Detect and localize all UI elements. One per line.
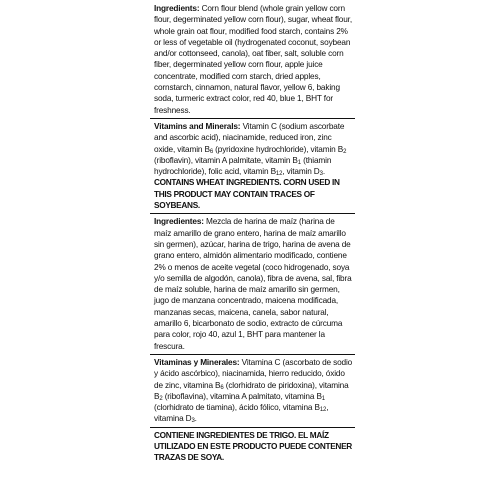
vitamins-text-es: (riboflavina), vitamina A palmitato, vitamina B <box>162 391 322 401</box>
vitamins-text-en: (riboflavin), vitamin A palmitate, vitamin B <box>154 155 298 165</box>
section-divider <box>150 354 355 355</box>
ingredients-label-en: Ingredients: <box>154 4 200 13</box>
vitamin-subscript: 3 <box>191 418 195 425</box>
ingredients-label-es: Ingredientes: <box>154 217 204 227</box>
ingredients-text-en: Corn flour blend (whole grain yellow corn flour, degerminated yellow corn flour), sugar, wheat flour, whole grain oat flour, modified food starch, contains 2% or less of vegetable oil (hydrogenated coconut, soybean and/or cottonseed, canola), oat fiber, salt, soluble corn fiber, degerminated yellow corn flour, apple juice concentrate, modified corn starch, dried apples, cornstarch, cinnamon, natural flavor, yellow 6, baking soda, turmeric extract color, red 40, blue 1, BHT for freshness. <box>154 4 352 115</box>
vitamins-text-en: (thiamin hydrochloride), folic acid, vitamin B <box>154 155 332 177</box>
vitamin-subscript: 1 <box>297 159 301 166</box>
vitamins-label-es: Vitaminas y Minerales: <box>154 357 240 367</box>
vitamins-text-es: (clorhidrato de piridoxina), vitamina B <box>154 380 349 401</box>
vitamin-subscript: 12 <box>275 171 283 178</box>
vitamins-text-en: Vitamin C (sodium ascorbate and ascorbic acid), niacinamide, reduced iron, zinc oxide, vitamin B <box>154 121 345 154</box>
ingredients-panel <box>150 0 355 500</box>
vitamin-subscript: 3 <box>319 171 323 178</box>
allergen-statement-es: CONTIENE INGREDIENTES DE TRIGO. EL MAÍZ UTILIZADO EN ESTE PRODUCTO PUEDE CONTENER TRAZAS DE SOYA. <box>154 430 352 463</box>
section-divider <box>150 427 355 428</box>
vitamins-text-es: (clorhidrato de tiamina), ácido fólico, vitamina B <box>154 403 320 413</box>
vitamins-text-es: . <box>194 414 197 424</box>
allergen-statement-en: CONTAINS WHEAT INGREDIENTS. CORN USED IN THIS PRODUCT MAY CONTAIN TRACES OF SOYBEANS. <box>154 178 340 211</box>
vitamins-paragraph-en <box>154 121 353 177</box>
section-divider <box>150 118 355 119</box>
english-section <box>154 3 353 211</box>
ingredients-paragraph-en <box>154 3 353 116</box>
vitamins-text-es: Vitamina C (ascorbato de sodio y ácido ascórbico), niacinamida, hierro reducido, óxido de zinc, vitamina B <box>154 357 353 390</box>
ingredients-paragraph-es <box>154 216 353 352</box>
vitamins-paragraph-es <box>154 357 353 425</box>
vitamin-subscript: 6 <box>220 384 224 391</box>
vitamin-subscript: 1 <box>321 395 325 402</box>
ingredients-text-es: Mezcla de harina de maíz (harina de maíz amarillo de grano entero, harina de maíz amarillo sin germen), azúcar, harina de trigo, harina de avena de grano entero, almidón alimentario modificado, contiene 2% o menos de aceite vegetal (coco hidrogenado, soya y/o semilla de algodón, canola), fibra de avena, sal, fibra de maíz soluble, harina de maíz amarillo sin germen, jugo de manzana concentrado, maicena modificada, manzanas secas, maicena, canela, sabor natural, amarillo 6, bicarbonato de sodio, extracto de cúrcuma para color, rojo 40, azul 1, BHT para mantener la frescura. <box>154 217 352 351</box>
vitamins-text-es: , vitamina D <box>154 403 329 424</box>
vitamin-subscript: 2 <box>159 395 163 402</box>
vitamins-text-en: . <box>322 167 325 177</box>
vitamins-text-en: (pyridoxine hydrochloride), vitamin B <box>213 144 344 154</box>
section-divider <box>150 213 355 214</box>
vitamin-subscript: 6 <box>209 148 214 155</box>
vitamins-label-en: Vitamins and Minerals: <box>154 121 241 131</box>
spanish-section <box>154 216 353 463</box>
vitamin-subscript: 2 <box>343 148 347 155</box>
vitamin-subscript: 12 <box>319 407 327 414</box>
vitamins-text-en: , vitamin D <box>282 167 320 177</box>
